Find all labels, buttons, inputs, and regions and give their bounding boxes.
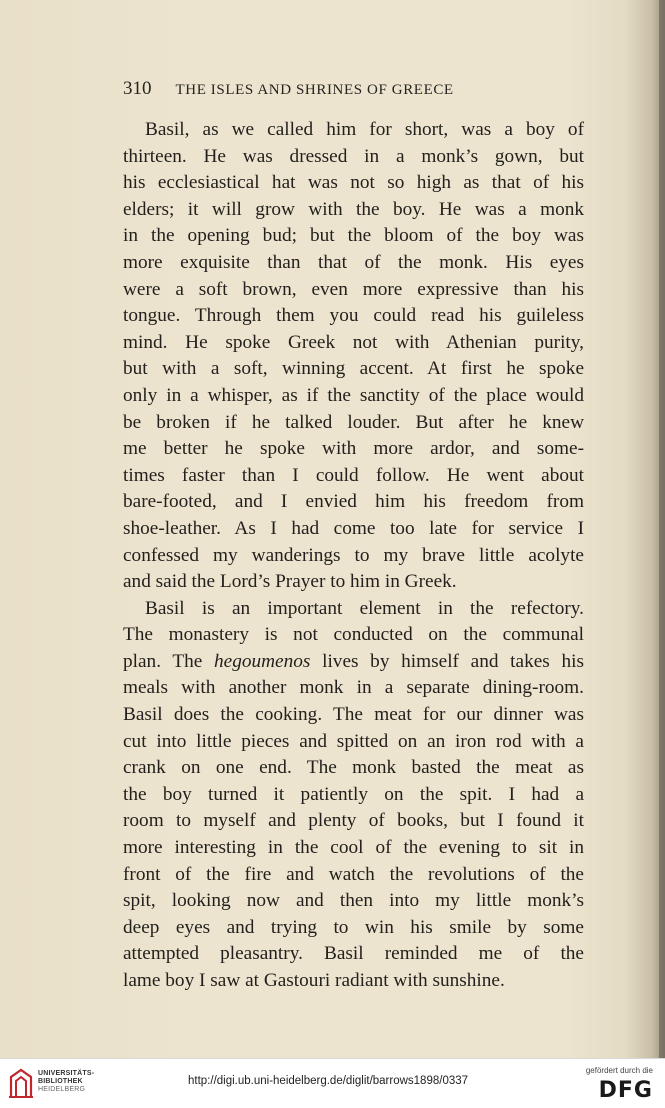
text-line: room to myself and plenty of books, but I found it bbox=[123, 810, 584, 832]
text-line: more interesting in the cool of the evening to sit in bbox=[123, 837, 584, 859]
text-line-with-italic bbox=[123, 649, 584, 676]
text-fragment: plan. The bbox=[123, 650, 215, 672]
text-line: times faster than I could follow. He went about bbox=[123, 464, 584, 486]
text-line: Basil does the cooking. The meat for our dinner was bbox=[123, 704, 584, 726]
text-line: deep eyes and trying to win his smile by some bbox=[123, 916, 584, 938]
text-line: Basil, as we called him for short, was a boy of bbox=[145, 119, 584, 140]
page-number: 310 bbox=[123, 78, 152, 99]
library-name: UNIVERSITÄTS- BIBLIOTHEK HEIDELBERG bbox=[38, 1070, 95, 1093]
text-line: meals with another monk in a separate dining-room. bbox=[123, 677, 584, 699]
text-line: his ecclesiastical hat was not so high as that of his bbox=[123, 172, 584, 194]
text-line: only in a whisper, as if the sanctity of the place would bbox=[123, 384, 584, 406]
text-line: front of the fire and watch the revolutions of the bbox=[123, 863, 584, 885]
text-line: be broken if he talked louder. But after he knew bbox=[123, 411, 584, 433]
text-line: more exquisite than that of the monk. His eyes bbox=[123, 251, 584, 273]
text-line: The monastery is not conducted on the communal bbox=[123, 624, 584, 646]
text-line: but with a soft, winning accent. At first he spoke bbox=[123, 358, 584, 380]
text-line: tongue. Through them you could read his guileless bbox=[123, 305, 584, 327]
text-line: confessed my wanderings to my brave little acolyte bbox=[123, 544, 584, 566]
italic-term: hegoumenos bbox=[214, 650, 311, 672]
text-line: spit, looking now and then into my little monk’s bbox=[123, 890, 584, 912]
body-text bbox=[123, 117, 584, 995]
running-title: THE ISLES AND SHRINES OF GREECE bbox=[175, 82, 454, 98]
permalink-url[interactable]: http://digi.ub.uni-heidelberg.de/diglit/barrows1898/0337 bbox=[188, 1075, 469, 1087]
text-line: lame boy I saw at Gastouri radiant with sunshine. bbox=[123, 970, 505, 991]
text-line: mind. He spoke Greek not with Athenian purity, bbox=[123, 331, 584, 353]
text-line: cut into little pieces and spitted on an iron rod with a bbox=[123, 730, 584, 752]
text-line: in the opening bud; but the bloom of the boy was bbox=[123, 225, 584, 247]
text-line: and said the Lord’s Prayer to him in Greek. bbox=[123, 571, 457, 593]
text-line: were a soft brown, even more expressive than his bbox=[123, 278, 584, 300]
text-line: shoe-leather. As I had come too late for service I bbox=[123, 517, 584, 539]
text-line: bare-footed, and I envied him his freedom from bbox=[123, 491, 584, 513]
text-line: me better he spoke with more ardor, and some- bbox=[123, 438, 584, 460]
text-line: attempted pleasantry. Basil reminded me of the bbox=[123, 943, 584, 965]
funder-note: gefördert durch die bbox=[585, 1066, 653, 1075]
running-head bbox=[123, 78, 583, 100]
text-line: thirteen. He was dressed in a monk’s gown, but bbox=[123, 145, 584, 167]
text-line: elders; it will grow with the boy. He was a monk bbox=[123, 198, 584, 220]
text-line: the boy turned it patiently on the spit. I had a bbox=[123, 783, 584, 805]
text-line: crank on one end. The monk basted the meat as bbox=[123, 757, 584, 779]
text-line: Basil is an important element in the refectory. bbox=[145, 597, 584, 619]
text-fragment: lives by himself and takes his bbox=[310, 650, 584, 672]
dfg-logo: DFG bbox=[598, 1078, 653, 1103]
library-logo-icon bbox=[8, 1067, 34, 1099]
viewer-footer bbox=[0, 1058, 665, 1108]
